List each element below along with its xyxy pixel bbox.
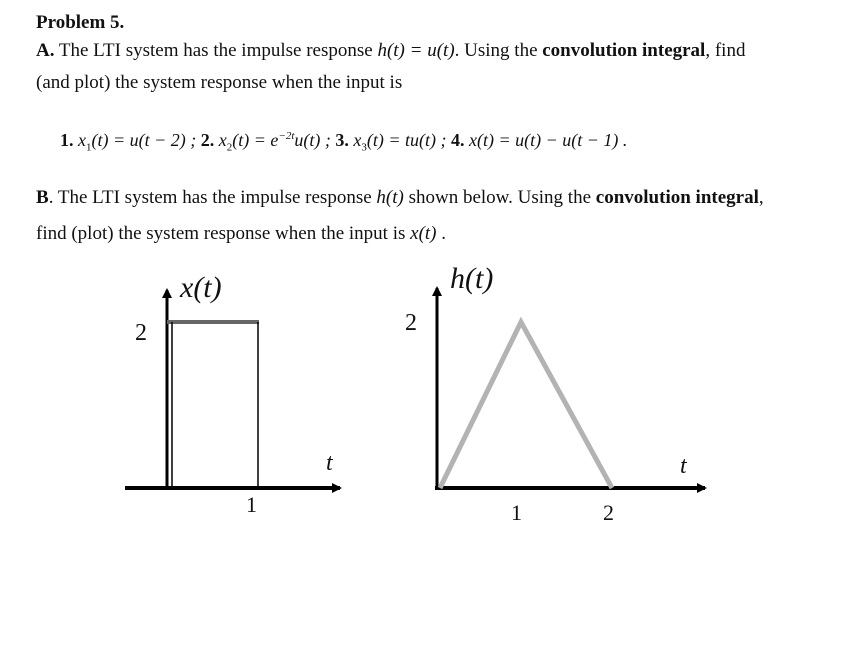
x-graph-xtick: 1: [246, 492, 257, 517]
partB-h: h(t): [376, 187, 404, 208]
input4-num: 4.: [450, 130, 465, 150]
input2-expr-b: u(t) ;: [294, 130, 331, 150]
h-graph: [405, 262, 705, 525]
input4-expr: (t) = u(t) − u(t − 1) .: [476, 130, 628, 150]
partB-text3: ,: [758, 187, 764, 208]
partA-hdef: h(t) = u(t): [377, 40, 455, 61]
x-graph-ytick: 2: [135, 320, 147, 346]
input2-expr-a: (t) = e: [232, 130, 279, 150]
partA-text1: The LTI system has the impulse response: [54, 40, 378, 61]
h-graph-label: h(t): [450, 262, 494, 295]
input3-sub: 3: [361, 141, 367, 154]
x-graph-label: x(t): [180, 271, 222, 304]
input1-num: 1.: [60, 130, 74, 150]
input1-var: x: [78, 130, 86, 150]
x-graph: [125, 271, 340, 517]
h-signal-triangle: [440, 322, 612, 488]
input4-var: x: [468, 130, 477, 150]
partA-text3: , find: [705, 40, 746, 61]
h-graph-xtick-1: 1: [511, 500, 522, 525]
partB-letter: B: [36, 187, 49, 208]
problem-title: Problem 5.: [36, 12, 125, 33]
input2-sub: 2: [226, 141, 233, 154]
input3-var: x: [353, 130, 362, 150]
partA-line2: (and plot) the system response when the input is: [36, 72, 403, 93]
partB-text1: . The LTI system has the impulse response: [48, 187, 377, 208]
input2-num: 2.: [200, 130, 215, 150]
input3-num: 3.: [335, 130, 349, 150]
partA-letter: A.: [36, 40, 55, 61]
input1-expr: (t) = u(t − 2) ;: [91, 130, 197, 150]
partA-bold: convolution integral: [542, 40, 706, 61]
partB-line2b: .: [436, 223, 447, 244]
partB-text2: shown below. Using the: [403, 187, 596, 208]
h-graph-ytick: 2: [405, 310, 417, 336]
input2-var: x: [218, 130, 227, 150]
h-graph-xtick-2: 2: [603, 500, 614, 525]
input3-expr: (t) = tu(t) ;: [366, 130, 447, 150]
x-graph-axis-label: t: [326, 450, 333, 476]
partB-bold: convolution integral: [595, 187, 759, 208]
partB-x: x(t): [410, 223, 437, 244]
input2-sup: −2t: [278, 130, 295, 142]
h-graph-axis-label: t: [680, 453, 687, 479]
partB-line2a: find (plot) the system response when the input is: [36, 223, 411, 244]
partA-text2: . Using the: [454, 40, 543, 61]
input1-sub: 1: [86, 141, 92, 154]
